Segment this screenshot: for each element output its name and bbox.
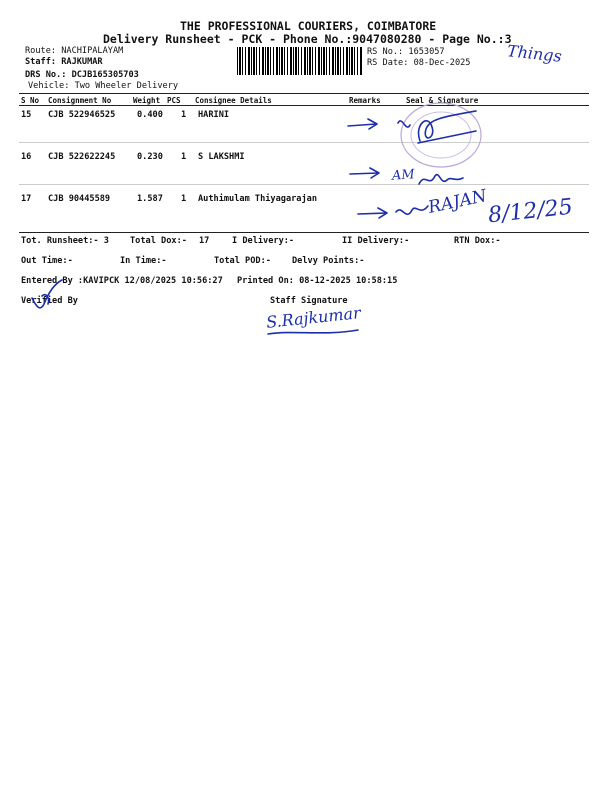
row-sno: 16 bbox=[21, 152, 32, 162]
col-remarks: Remarks bbox=[349, 96, 381, 105]
handwritten-row16-mark: AM bbox=[391, 167, 416, 184]
total-pod: Total POD:- bbox=[214, 256, 271, 266]
signature-row15 bbox=[392, 105, 482, 150]
row-divider bbox=[19, 184, 589, 185]
vehicle-label: Vehicle: Two Wheeler Delivery bbox=[28, 81, 179, 91]
i-delivery: I Delivery:- bbox=[232, 236, 295, 246]
ii-delivery: II Delivery:- bbox=[342, 236, 410, 246]
rtn-dox: RTN Dox:- bbox=[454, 236, 501, 246]
in-time: In Time:- bbox=[120, 256, 167, 266]
remark-arrow-icon bbox=[356, 204, 396, 222]
tot-runsheet: Tot. Runsheet:- 3 bbox=[21, 236, 109, 246]
row-sno: 15 bbox=[21, 110, 32, 120]
out-time: Out Time:- bbox=[21, 256, 73, 266]
row-consignment: CJB 522946525 bbox=[48, 110, 116, 120]
row-consignment: CJB 90445589 bbox=[48, 194, 111, 204]
header-bottom-rule bbox=[19, 105, 589, 106]
col-weight: Weight bbox=[133, 96, 161, 105]
delvy-points: Delvy Points:- bbox=[292, 256, 365, 266]
remark-arrow-icon bbox=[346, 116, 386, 134]
row-weight: 1.587 bbox=[137, 194, 163, 204]
col-pcs: PCS bbox=[167, 96, 181, 105]
signature-row17 bbox=[392, 200, 432, 226]
staff-label: Staff: RAJKUMAR bbox=[25, 57, 103, 67]
row-weight: 0.400 bbox=[137, 110, 163, 120]
runsheet-subtitle: Delivery Runsheet - PCK - Phone No.:9047080280 - Page No.:3 bbox=[103, 32, 512, 46]
handwritten-row17-date: 8/12/25 bbox=[486, 194, 574, 229]
row-sno: 17 bbox=[21, 194, 32, 204]
row-consignee: S LAKSHMI bbox=[198, 152, 245, 162]
row-pcs: 1 bbox=[181, 152, 187, 162]
col-sno: S No bbox=[21, 96, 40, 105]
total-dox-value: 17 bbox=[199, 236, 210, 246]
drs-number: DRS No.: DCJB165305703 bbox=[25, 70, 139, 80]
header-top-rule bbox=[19, 93, 589, 94]
row-consignee: Authimulam Thiyagarajan bbox=[198, 194, 317, 204]
handwritten-note-top: Things bbox=[506, 41, 563, 66]
total-dox-label: Total Dox:- bbox=[130, 236, 187, 246]
row-weight: 0.230 bbox=[137, 152, 163, 162]
col-consignee: Consignee Details bbox=[195, 96, 272, 105]
verified-check-mark bbox=[28, 276, 68, 316]
verified-by: Verified By bbox=[21, 296, 78, 306]
staff-signature-label: Staff Signature bbox=[270, 296, 348, 306]
row-pcs: 1 bbox=[181, 110, 187, 120]
route-label: Route: NACHIPALAYAM bbox=[25, 46, 124, 56]
barcode bbox=[237, 47, 363, 75]
table-bottom-rule bbox=[19, 232, 589, 233]
entered-by: Entered By :KAVIPCK 12/08/2025 10:56:27 bbox=[21, 276, 223, 286]
staff-signature-underline bbox=[264, 326, 364, 340]
col-seal-signature: Seal & Signature bbox=[406, 96, 479, 105]
row-consignee: HARINI bbox=[198, 110, 230, 120]
staff-handwritten-signature: S.Rajkumar bbox=[265, 303, 362, 332]
signature-row16 bbox=[415, 168, 475, 190]
remark-arrow-icon bbox=[348, 164, 388, 182]
rs-date: RS Date: 08-Dec-2025 bbox=[367, 58, 471, 68]
row-pcs: 1 bbox=[181, 194, 187, 204]
row-divider bbox=[19, 142, 589, 143]
rs-number: RS No.: 1653057 bbox=[367, 47, 445, 57]
printed-on: Printed On: 08-12-2025 10:58:15 bbox=[237, 276, 398, 286]
company-title: THE PROFESSIONAL COURIERS, COIMBATORE bbox=[180, 19, 437, 33]
row-consignment: CJB 522622245 bbox=[48, 152, 116, 162]
col-consignment: Consignment No bbox=[48, 96, 112, 105]
handwritten-row17-name: RAJAN bbox=[426, 186, 489, 218]
